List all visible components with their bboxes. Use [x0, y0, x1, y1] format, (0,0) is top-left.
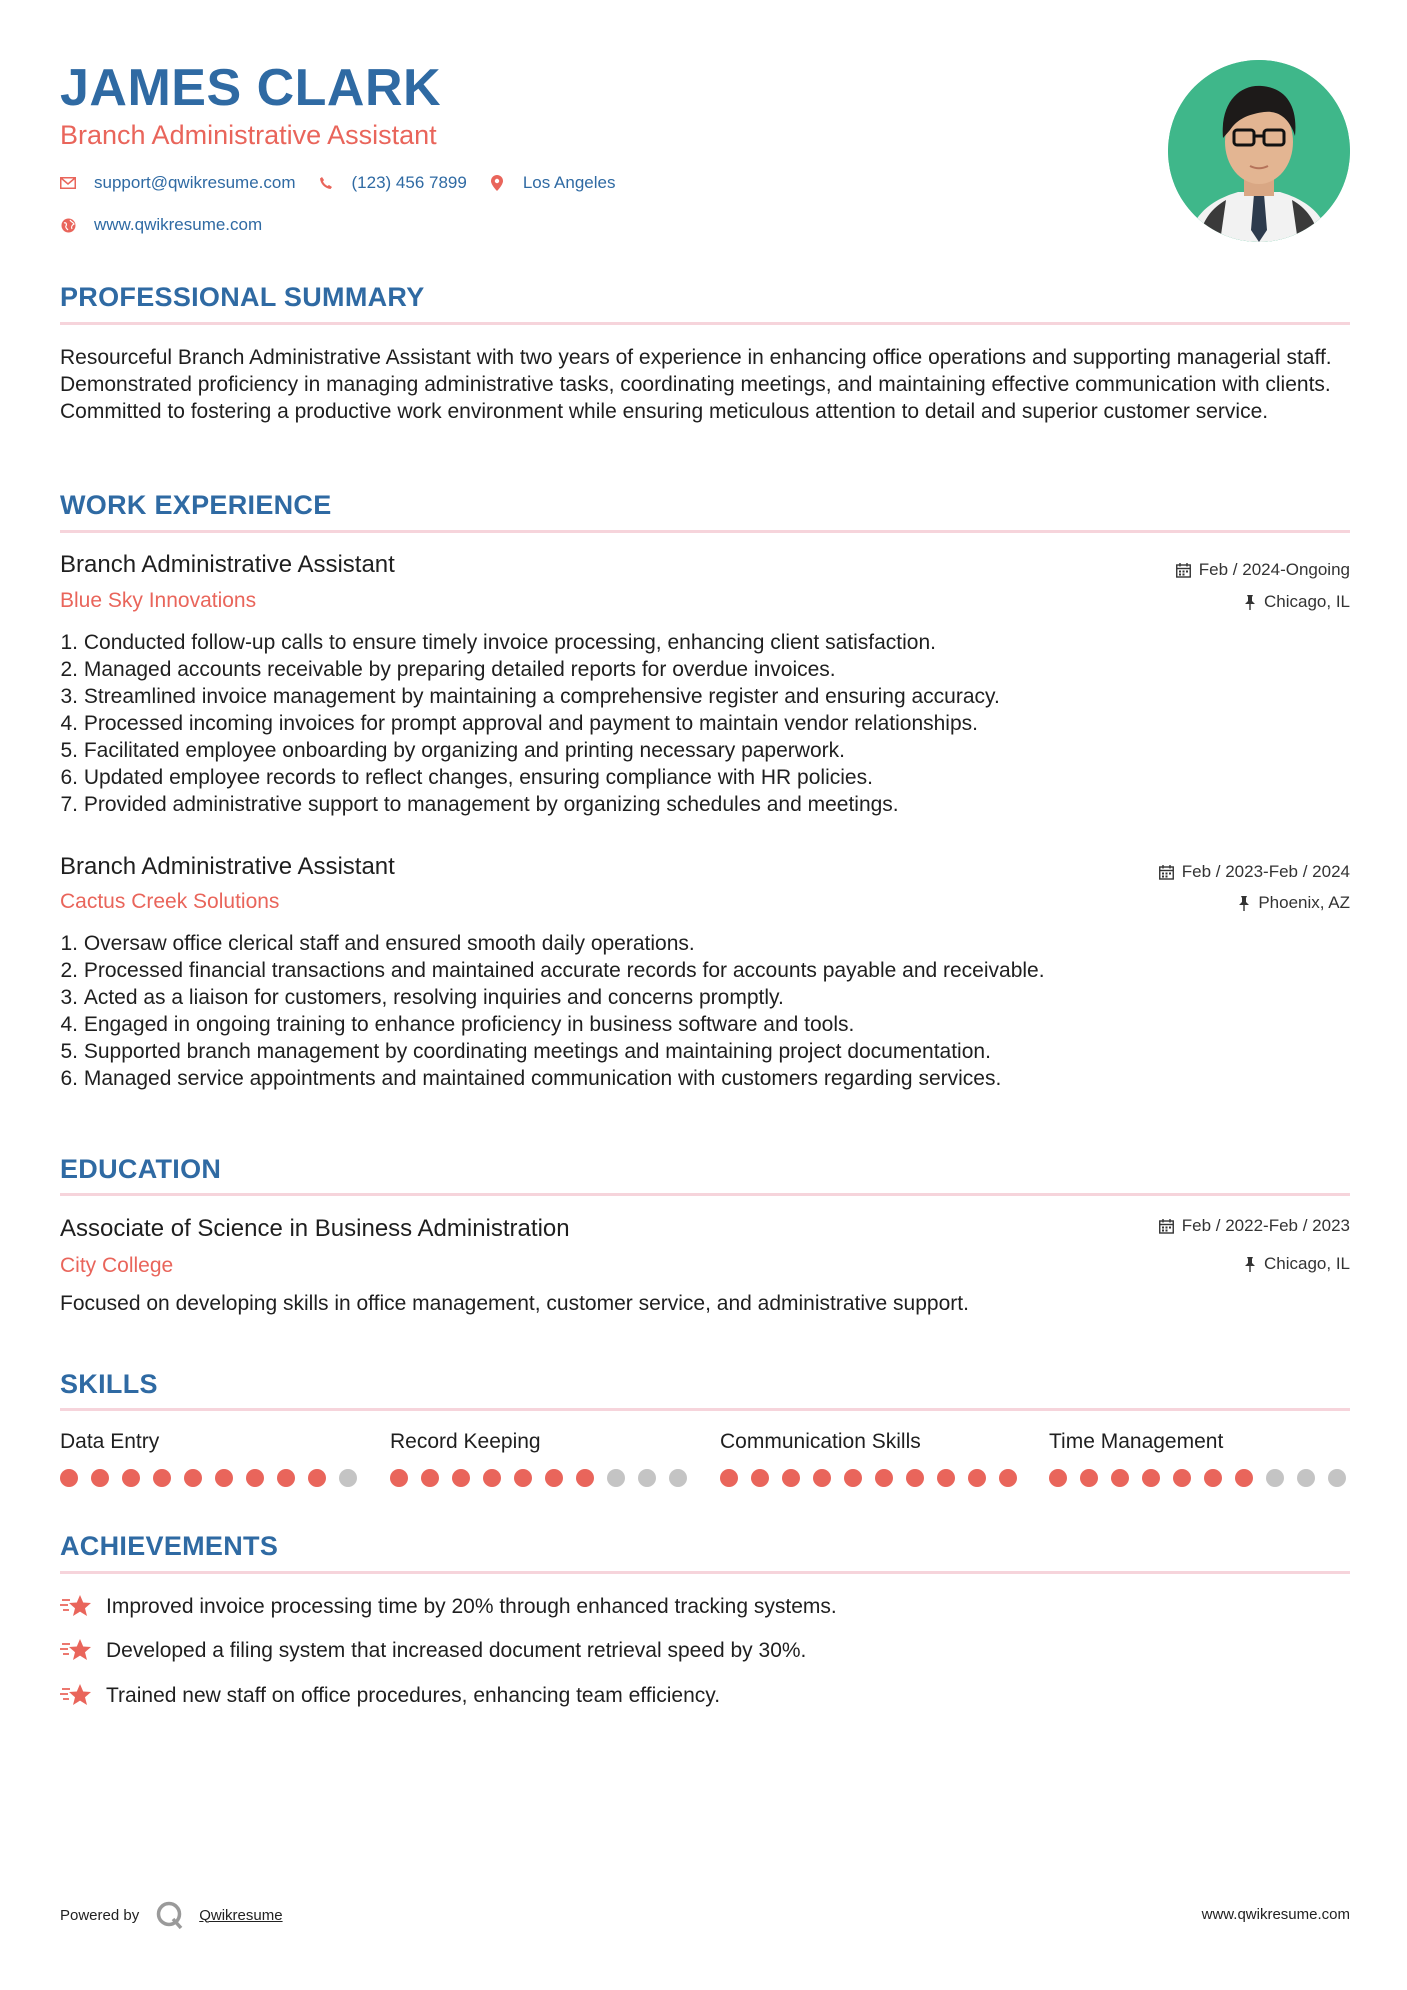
skill-dot-filled	[91, 1469, 109, 1487]
skill-dot-filled	[277, 1469, 295, 1487]
section-divider	[60, 322, 1350, 325]
candidate-name: JAMES CLARK	[60, 59, 442, 117]
job-dates-text: Feb / 2023-Feb / 2024	[1181, 862, 1350, 881]
job-location	[1244, 592, 1350, 612]
section-divider	[60, 1571, 1350, 1574]
skill-dot-empty	[1297, 1469, 1315, 1487]
skill-dot-filled	[514, 1469, 532, 1487]
job-location-text: Chicago, IL	[1264, 592, 1350, 611]
skill-dot-filled	[1235, 1469, 1253, 1487]
skill-dot-filled	[1049, 1469, 1067, 1487]
section-title-education: EDUCATION	[60, 1154, 222, 1184]
achievement-item	[60, 1592, 837, 1622]
list-item: 3. Acted as a liaison for customers, resolving inquiries and concerns promptly.	[60, 986, 784, 1009]
star-icon	[60, 1636, 94, 1666]
achievement-text: Developed a filing system that increased document retrieval speed by 30%.	[106, 1639, 807, 1662]
skill-dot-filled	[122, 1469, 140, 1487]
skill-dot-filled	[483, 1469, 501, 1487]
skill-dot-empty	[339, 1469, 357, 1487]
skill-dot-empty	[1328, 1469, 1346, 1487]
skill-rating	[720, 1469, 1030, 1487]
job-dates	[1159, 862, 1350, 882]
section-divider	[60, 1193, 1350, 1196]
job-bullets	[60, 629, 1350, 818]
education-location-text: Chicago, IL	[1264, 1254, 1350, 1273]
calendar-icon	[1176, 563, 1191, 578]
calendar-icon	[1159, 1219, 1174, 1234]
pushpin-icon	[1238, 896, 1250, 911]
skill-dot-filled	[720, 1469, 738, 1487]
star-icon	[60, 1681, 94, 1711]
skill-dot-filled	[390, 1469, 408, 1487]
skill-dot-filled	[1080, 1469, 1098, 1487]
list-item: 6. Updated employee records to reflect changes, ensuring compliance with HR policies.	[60, 766, 873, 789]
skill-dot-filled	[215, 1469, 233, 1487]
list-item: 1. Oversaw office clerical staff and ensured smooth daily operations.	[60, 932, 695, 955]
skill-dot-empty	[607, 1469, 625, 1487]
skill-dot-filled	[60, 1469, 78, 1487]
envelope-icon	[60, 175, 76, 191]
skill-dot-filled	[421, 1469, 439, 1487]
skill-dot-empty	[669, 1469, 687, 1487]
job-bullets	[60, 930, 1350, 1092]
profile-photo	[1168, 60, 1350, 242]
phone-number[interactable]: (123) 456 7899	[351, 173, 467, 192]
job-location-text: Phoenix, AZ	[1258, 893, 1350, 912]
section-title-skills: SKILLS	[60, 1369, 158, 1399]
degree-title: Associate of Science in Business Administration	[60, 1215, 570, 1242]
star-icon	[60, 1592, 94, 1622]
section-title-achievements: ACHIEVEMENTS	[60, 1531, 279, 1561]
list-item: 1. Conducted follow-up calls to ensure timely invoice processing, enhancing client satisfaction.	[60, 631, 936, 654]
skill-name: Communication Skills	[720, 1430, 921, 1453]
list-item: 2. Managed accounts receivable by preparing detailed reports for overdue invoices.	[60, 658, 836, 681]
list-item: 6. Managed service appointments and maintained communication with customers regarding services.	[60, 1067, 1002, 1090]
summary-text: Resourceful Branch Administrative Assistant with two years of experience in enhancing office operations and supporting managerial staff. Demonstrated proficiency in managing administrative tasks, coordinating meetings, and maintaining effective communication with clients. Committed to fostering a productive work environment while ensuring meticulous attention to detail and superior customer service.	[60, 346, 1332, 423]
skill-dot-filled	[875, 1469, 893, 1487]
skill-dot-filled	[1204, 1469, 1222, 1487]
map-pin-icon	[489, 175, 505, 191]
pushpin-icon	[1244, 595, 1256, 610]
list-item: 2. Processed financial transactions and maintained accurate records for accounts payable and receivable.	[60, 959, 1045, 982]
contact-row-1	[60, 173, 637, 193]
skill-dot-filled	[999, 1469, 1017, 1487]
skill-dot-filled	[1142, 1469, 1160, 1487]
skill-dot-filled	[153, 1469, 171, 1487]
candidate-role: Branch Administrative Assistant	[60, 120, 437, 150]
skill-dot-filled	[576, 1469, 594, 1487]
list-item: 4. Processed incoming invoices for prompt approval and payment to maintain vendor relationships.	[60, 712, 978, 735]
education-dates-text: Feb / 2022-Feb / 2023	[1181, 1216, 1350, 1235]
achievement-text: Improved invoice processing time by 20% through enhanced tracking systems.	[106, 1595, 837, 1618]
skill-dot-filled	[844, 1469, 862, 1487]
skill-item	[720, 1430, 1020, 1454]
phone-icon	[318, 175, 334, 191]
powered-by-label: Powered by	[60, 1906, 140, 1924]
skill-dot-empty	[638, 1469, 656, 1487]
skill-dot-empty	[1266, 1469, 1284, 1487]
skill-rating	[1049, 1469, 1359, 1487]
skill-dot-filled	[184, 1469, 202, 1487]
job-dates	[1176, 560, 1350, 580]
footer-website-link[interactable]: www.qwikresume.com	[1201, 1906, 1350, 1923]
list-item: 4. Engaged in ongoing training to enhance proficiency in business software and tools.	[60, 1013, 855, 1036]
skill-item	[390, 1430, 690, 1454]
skill-dot-filled	[906, 1469, 924, 1487]
list-item: 5. Facilitated employee onboarding by organizing and printing necessary paperwork.	[60, 739, 845, 762]
skill-dot-filled	[813, 1469, 831, 1487]
list-item: 3. Streamlined invoice management by maintaining a comprehensive register and ensuring accuracy.	[60, 685, 1000, 708]
achievement-item	[60, 1681, 720, 1711]
globe-icon	[60, 217, 76, 233]
achievement-text: Trained new staff on office procedures, enhancing team efficiency.	[106, 1684, 721, 1707]
list-item: 5. Supported branch management by coordinating meetings and maintaining project documentation.	[60, 1040, 991, 1063]
qwikresume-link[interactable]: Qwikresume	[199, 1906, 283, 1924]
section-divider	[60, 1408, 1350, 1411]
skill-dot-filled	[545, 1469, 563, 1487]
pushpin-icon	[1244, 1257, 1256, 1272]
skill-rating	[60, 1469, 370, 1487]
skill-dot-filled	[937, 1469, 955, 1487]
education-location	[1244, 1254, 1350, 1274]
section-title-experience: WORK EXPERIENCE	[60, 490, 332, 520]
skill-name: Time Management	[1049, 1430, 1224, 1453]
skill-dot-filled	[1173, 1469, 1191, 1487]
list-item: 7. Provided administrative support to management by organizing schedules and meetings.	[60, 793, 899, 816]
job-title: Branch Administrative Assistant	[60, 551, 395, 578]
email-link[interactable]: support@qwikresume.com	[94, 173, 296, 192]
contact-row-2	[60, 215, 284, 235]
qwikresume-logo-icon	[155, 1900, 185, 1930]
skill-dot-filled	[968, 1469, 986, 1487]
skill-name: Data Entry	[60, 1430, 160, 1453]
skill-dot-filled	[751, 1469, 769, 1487]
section-title-summary: PROFESSIONAL SUMMARY	[60, 282, 425, 312]
school-name: City College	[60, 1254, 174, 1277]
skill-name: Record Keeping	[390, 1430, 541, 1453]
skill-dot-filled	[452, 1469, 470, 1487]
skill-item	[1049, 1430, 1349, 1454]
achievement-item	[60, 1636, 806, 1666]
job-location	[1238, 893, 1350, 913]
footer-powered-by	[60, 1900, 283, 1930]
skill-dot-filled	[1111, 1469, 1129, 1487]
job-title: Branch Administrative Assistant	[60, 853, 395, 880]
skill-item	[60, 1430, 360, 1454]
job-dates-text: Feb / 2024-Ongoing	[1198, 560, 1350, 579]
skill-dot-filled	[308, 1469, 326, 1487]
website-link[interactable]: www.qwikresume.com	[94, 215, 263, 234]
calendar-icon	[1159, 865, 1174, 880]
skill-rating	[390, 1469, 700, 1487]
section-divider	[60, 530, 1350, 533]
skill-dot-filled	[782, 1469, 800, 1487]
location-text: Los Angeles	[522, 173, 616, 192]
job-company: Cactus Creek Solutions	[60, 890, 280, 913]
education-dates	[1159, 1216, 1350, 1236]
education-description: Focused on developing skills in office management, customer service, and administrative support.	[60, 1292, 969, 1315]
job-company: Blue Sky Innovations	[60, 589, 257, 612]
skill-dot-filled	[246, 1469, 264, 1487]
